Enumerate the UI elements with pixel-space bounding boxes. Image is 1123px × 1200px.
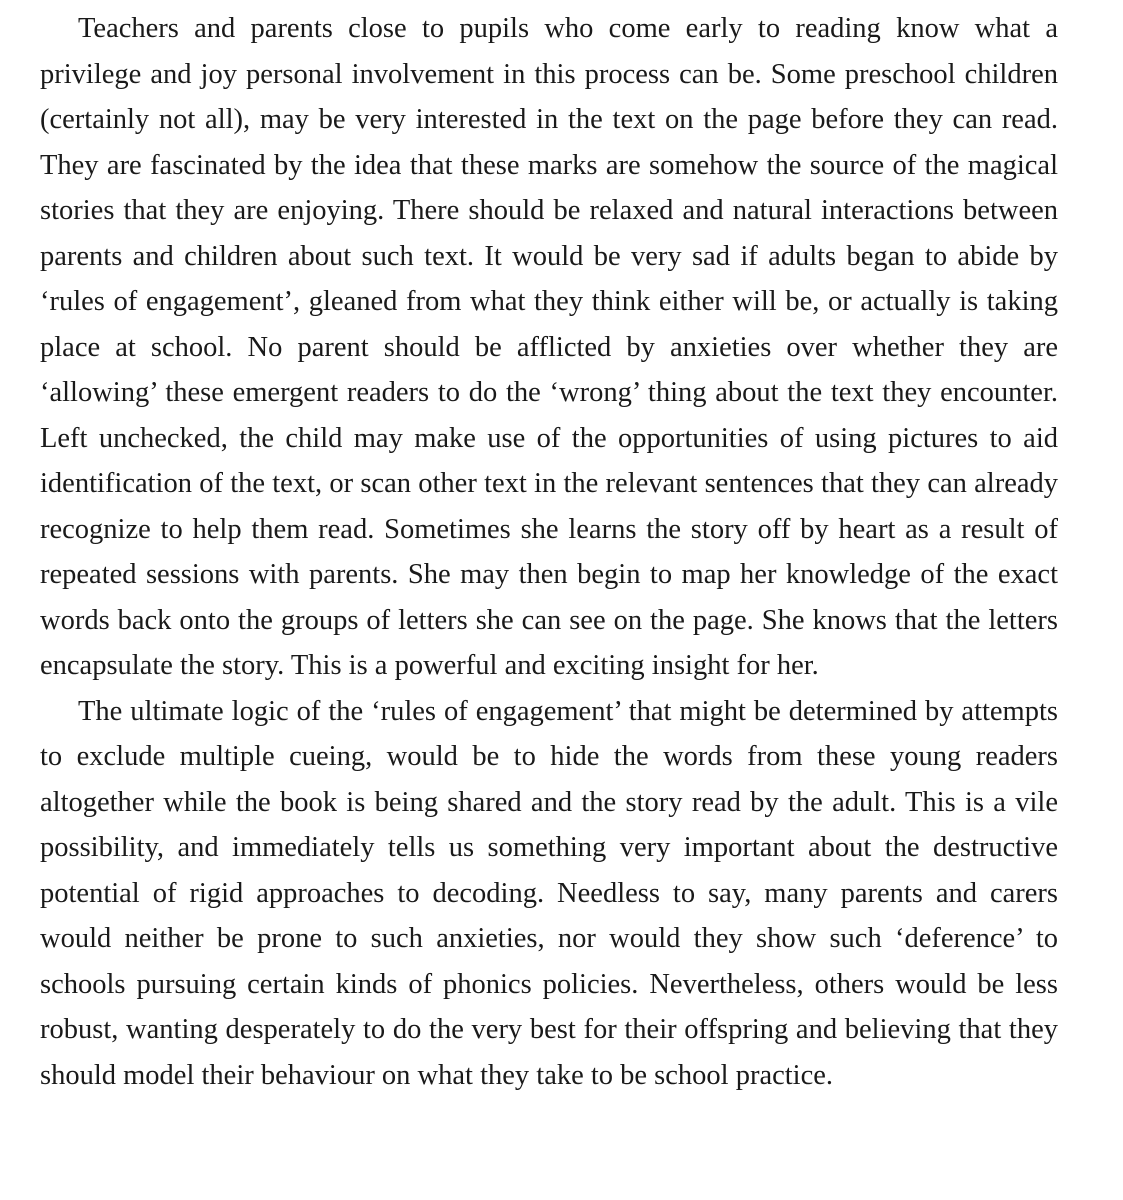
document-page <box>40 6 1058 1098</box>
paragraph-1: Teachers and parents close to pupils who come early to reading know what a privilege and joy personal involvement in this process can be. Some preschool children (certainly not all), may be very interested in the text on the page before they can read. They are fascinated by the idea that these marks are somehow the source of the magical stories that they are enjoying. There should be relaxed and natural interactions between parents and children about such text. It would be very sad if adults began to abide by ‘rules of engagement’, gleaned from what they think either will be, or actually is taking place at school. No parent should be afflicted by anxieties over whether they are ‘allowing’ these emergent readers to do the ‘wrong’ thing about the text they encounter. Left unchecked, the child may make use of the opportunities of using pictures to aid identification of the text, or scan other text in the relevant sentences that they can already recognize to help them read. Sometimes she learns the story off by heart as a result of repeated sessions with parents. She may then begin to map her knowledge of the exact words back onto the groups of letters she can see on the page. She knows that the letters encapsulate the story. This is a powerful and exciting insight for her. <box>40 13 1058 681</box>
paragraph-2: The ultimate logic of the ‘rules of engagement’ that might be determined by attempts to exclude multiple cueing, would be to hide the words from these young readers altogether while the book is being shared and the story read by the adult. This is a vile possibility, and immediately tells us something very important about the destructive potential of rigid approaches to decoding. Needless to say, many parents and carers would neither be prone to such anxieties, nor would they show such ‘deference’ to schools pursuing certain kinds of phonics policies. Nevertheless, others would be less robust, wanting desperately to do the very best for their offspring and believing that they should model their behaviour on what they take to be school practice. <box>40 695 1058 1091</box>
